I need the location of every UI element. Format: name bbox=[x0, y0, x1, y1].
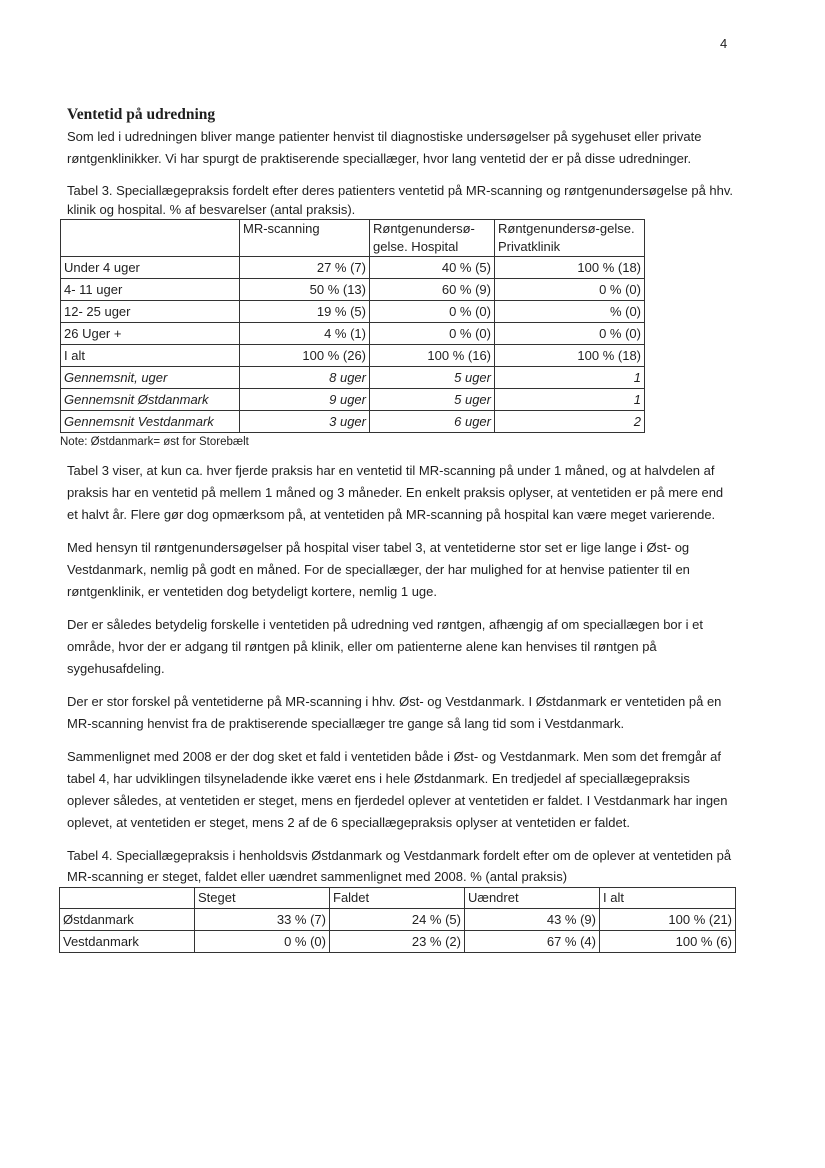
table-cell: 5 uger bbox=[370, 367, 495, 389]
table-cell: 6 uger bbox=[370, 411, 495, 433]
table4-caption: Tabel 4. Speciallægepraksis i henholdsvis Østdanmark og Vestdanmark fordelt efter om de oplever at ventetiden på MR-scanning er steget, faldet eller uændret sammenlignet med 2008. % (antal praksis) bbox=[67, 848, 732, 884]
table-row bbox=[61, 257, 645, 279]
table-cell: 43 % (9) bbox=[465, 909, 600, 931]
table-row bbox=[60, 909, 736, 931]
table-cell: 100 % (21) bbox=[600, 909, 736, 931]
row-label: 4- 11 uger bbox=[61, 279, 240, 301]
table-cell: 100 % (16) bbox=[370, 345, 495, 367]
table-row bbox=[61, 279, 645, 301]
table-cell: 40 % (5) bbox=[370, 257, 495, 279]
table3-header-cell bbox=[61, 220, 240, 257]
table-cell: 27 % (7) bbox=[240, 257, 370, 279]
table4-header-cell: Steget bbox=[195, 888, 330, 909]
table3-note: Note: Østdanmark= øst for Storebælt bbox=[60, 436, 249, 448]
table4-header-cell: I alt bbox=[600, 888, 736, 909]
table-cell: 4 % (1) bbox=[240, 323, 370, 345]
table-cell: 100 % (18) bbox=[495, 345, 645, 367]
table-row bbox=[61, 389, 645, 411]
row-label: Under 4 uger bbox=[61, 257, 240, 279]
table-cell: 0 % (0) bbox=[195, 931, 330, 953]
row-label: Gennemsnit Vestdanmark bbox=[61, 411, 240, 433]
intro-paragraph: Som led i udredningen bliver mange patienter henvist til diagnostiske undersøgelser på sygehuset eller private røntgenklinikker. Vi har spurgt de praktiserende speciallæger, hvor lang ventetid der er på disse udredninger. bbox=[67, 129, 702, 166]
table4-header-row bbox=[60, 888, 736, 909]
section-title: Ventetid på udredning bbox=[67, 106, 216, 123]
row-label: Østdanmark bbox=[60, 909, 195, 931]
table-row bbox=[61, 367, 645, 389]
table-cell: 67 % (4) bbox=[465, 931, 600, 953]
table-cell: 0 % (0) bbox=[370, 301, 495, 323]
table-cell: 2 bbox=[495, 411, 645, 433]
table3-caption: Tabel 3. Speciallægepraksis fordelt efter deres patienters ventetid på MR-scanning og røntgenundersøgelse på hhv. klinik og hospital. % af besvarelser (antal praksis). bbox=[67, 183, 734, 217]
table-row bbox=[61, 323, 645, 345]
table-row bbox=[61, 345, 645, 367]
table4-header-cell: Faldet bbox=[330, 888, 465, 909]
table-cell: 3 uger bbox=[240, 411, 370, 433]
table-cell: % (0) bbox=[495, 301, 645, 323]
body-paragraph: Tabel 3 viser, at kun ca. hver fjerde praksis har en ventetid til MR-scanning på under 1 måned, og at halvdelen af praksis har en ventetid på mellem 1 måned og 3 måneder. En enkelt praksis oplyser, at ventetiden er på mere end et halvt år. Flere gør dog opmærksom på, at ventetiden på MR-scanning på hospital kan være meget varierende. bbox=[67, 463, 724, 522]
table-cell: 33 % (7) bbox=[195, 909, 330, 931]
table-cell: 50 % (13) bbox=[240, 279, 370, 301]
table-cell: 0 % (0) bbox=[495, 279, 645, 301]
table-cell: 19 % (5) bbox=[240, 301, 370, 323]
table-cell: 9 uger bbox=[240, 389, 370, 411]
table-cell: 24 % (5) bbox=[330, 909, 465, 931]
page-number: 4 bbox=[720, 36, 728, 51]
row-label: 26 Uger + bbox=[61, 323, 240, 345]
table4-header-cell bbox=[60, 888, 195, 909]
table-cell: 100 % (26) bbox=[240, 345, 370, 367]
table-cell: 1 bbox=[495, 389, 645, 411]
document-body bbox=[60, 106, 735, 953]
table-row bbox=[60, 931, 736, 953]
table-cell: 0 % (0) bbox=[495, 323, 645, 345]
table4 bbox=[59, 887, 736, 953]
row-label: Gennemsnit Østdanmark bbox=[61, 389, 240, 411]
table-cell: 5 uger bbox=[370, 389, 495, 411]
body-paragraph: Der er således betydelig forskelle i ventetiden på udredning ved røntgen, afhængig af om speciallægen bor i et område, hvor der er adgang til røntgen på klinik, eller om patienterne alene kan henvises til røntgen på sygehusafdeling. bbox=[67, 617, 703, 676]
body-paragraph: Med hensyn til røntgenundersøgelser på hospital viser tabel 3, at ventetiderne stor set er lige lange i Øst- og Vestdanmark, nemlig på godt en måned. For de speciallæger, der har mulighed for at henvise patienter til en røntgenklinik, er ventetiden dog betydeligt kortere, nemlig 1 uge. bbox=[67, 540, 690, 599]
row-label: I alt bbox=[61, 345, 240, 367]
row-label: 12- 25 uger bbox=[61, 301, 240, 323]
body-paragraph: Der er stor forskel på ventetiderne på MR-scanning i hhv. Øst- og Vestdanmark. I Østdanmark er ventetiden på en MR-scanning henvist fra de praktiserende speciallæger tre gange så lang tid som i Vestdanmark. bbox=[67, 694, 722, 731]
table3-header-cell: MR-scanning bbox=[240, 220, 370, 257]
row-label: Vestdanmark bbox=[60, 931, 195, 953]
table-cell: 8 uger bbox=[240, 367, 370, 389]
table-cell: 100 % (18) bbox=[495, 257, 645, 279]
table-cell: 100 % (6) bbox=[600, 931, 736, 953]
table3-header-cell: Røntgenundersø-gelse. Hospital bbox=[370, 220, 495, 257]
table3-header-row bbox=[61, 220, 645, 257]
table4-header-cell: Uændret bbox=[465, 888, 600, 909]
table-row bbox=[61, 411, 645, 433]
row-label: Gennemsnit, uger bbox=[61, 367, 240, 389]
table-row bbox=[61, 301, 645, 323]
table-cell: 0 % (0) bbox=[370, 323, 495, 345]
table3-header-cell: Røntgenundersø-gelse. Privatklinik bbox=[495, 220, 645, 257]
table3 bbox=[60, 219, 645, 433]
table-cell: 23 % (2) bbox=[330, 931, 465, 953]
table-cell: 1 bbox=[495, 367, 645, 389]
body-paragraph: Sammenlignet med 2008 er der dog sket et fald i ventetiden både i Øst- og Vestdanmark. Men som det fremgår af tabel 4, har udviklingen tilsyneladende ikke været ens i hele Østdanmark. En tredjedel af speciallægepraksis oplever således, at ventetiden er steget, mens en fjerdedel oplever at ventetiden er faldet. I Vestdanmark har ingen oplevet, at ventetiden er steget, mens 2 af de 6 speciallægepraksis oplyser at ventetiden er faldet. bbox=[67, 749, 728, 830]
table-cell: 60 % (9) bbox=[370, 279, 495, 301]
